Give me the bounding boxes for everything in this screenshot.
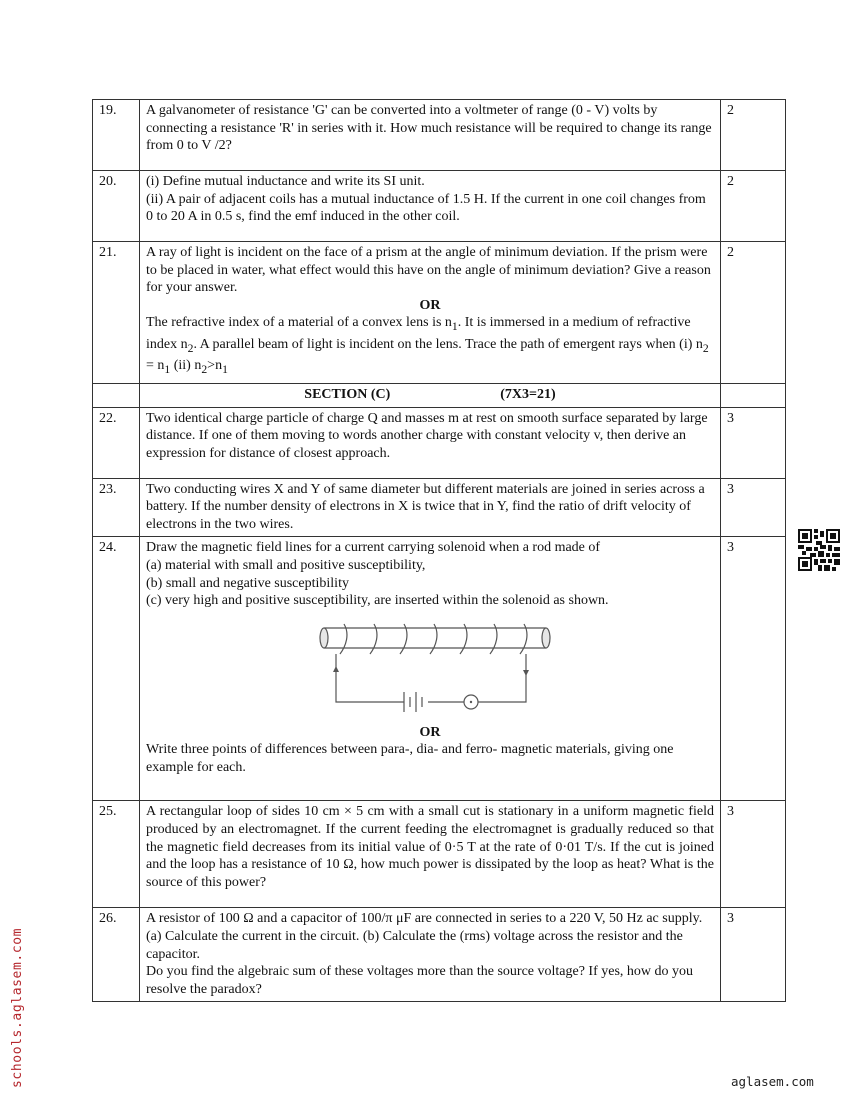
question-text: A ray of light is incident on the face of a prism at the angle of minimum deviation. If the prism were to be placed in water, what effect would this have on the angle of minimum deviation? Give a reason for your answer. OR The refractive index of a material of a convex lens is $n_1$. It is immersed in a medium of refractive index $n_2$. A parallel beam of light is incident on the lens. Trace the path of emergent rays when (i) $n_2 = n_1$ (ii) $n_2>n_1$ xyxy=(140,242,721,384)
question-marks: 2 xyxy=(721,242,786,384)
question-marks: 3 xyxy=(721,908,786,1002)
question-number: 22. xyxy=(93,407,140,478)
table-row xyxy=(93,537,786,801)
question-table xyxy=(92,99,786,1002)
alt-question: The refractive index of a material of a convex lens is $n_1$. It is immersed in a medium of refractive index $n_2$. A parallel beam of light is incident on the lens. Trace the path of emergent rays when (i) $n_2 = n_1$ (ii) $n_2>n_1$ xyxy=(146,315,709,376)
question-number: 21. xyxy=(93,242,140,384)
question-marks: 2 xyxy=(721,171,786,242)
question-marks: 3 xyxy=(721,407,786,478)
table-row xyxy=(93,242,786,384)
table-row xyxy=(93,171,786,242)
question-marks: 3 xyxy=(721,801,786,908)
question-text: A resistor of 100 Ω and a capacitor of 100/π μF are connected in series to a 220 V, 50 Hz ac supply. (a) Calculate the current in the circuit. (b) Calculate the (rms) voltage across the resistor and the capacitor. Do you find the algebraic sum of these voltages more than the source voltage? If yes, how do you resolve the paradox? xyxy=(140,908,721,1002)
section-header xyxy=(93,384,786,408)
question-number: 26. xyxy=(93,908,140,1002)
battery xyxy=(404,692,422,712)
footer-link[interactable]: aglasem.com xyxy=(731,1074,814,1089)
table-row xyxy=(93,908,786,1002)
qr-code xyxy=(798,529,840,571)
section-title: SECTION (C) xyxy=(304,387,391,402)
question-text: A galvanometer of resistance 'G' can be converted into a voltmeter of range (0 - V) volts by connecting a resistance 'R' in series with it. How much resistance will be required to change its range from 0 to V /2? xyxy=(140,100,721,171)
question-number: 20. xyxy=(93,171,140,242)
solenoid-circuit-figure xyxy=(316,616,556,716)
question-number: 23. xyxy=(93,478,140,537)
circuit-wire xyxy=(336,654,526,702)
question-marks: 3 xyxy=(721,537,786,801)
table-row xyxy=(93,801,786,908)
table-row xyxy=(93,100,786,171)
question-number: 24. xyxy=(93,537,140,801)
question-text: Draw the magnetic field lines for a current carrying solenoid when a rod made of (a) material with small and positive susceptibility, (b) small and negative susceptibility (c) very high and positive susceptibility, are inserted within the solenoid as shown. OR Write three points of differences between para-, dia- and ferro- magnetic materials, giving one example for each. xyxy=(140,537,721,801)
question-text: (i) Define mutual inductance and write its SI unit. (ii) A pair of adjacent coils has a mutual inductance of 1.5 H. If the current in one coil changes from 0 to 20 A in 0.5 s, find the emf induced in the other coil. xyxy=(140,171,721,242)
or-label: OR xyxy=(419,724,441,740)
question-text: Two identical charge particle of charge Q and masses m at rest on smooth surface separated by large distance. If one of them moving to words another charge with constant velocity v, then derive an expression for distance of closest approach. xyxy=(140,407,721,478)
side-watermark: schools.aglasem.com xyxy=(10,927,25,1088)
question-text: Two conducting wires X and Y of same diameter but different materials are joined in series across a battery. If the number density of electrons in X is twice that in Y, find the ratio of drift velocity of electrons in the two wires. xyxy=(140,478,721,537)
or-label: OR xyxy=(419,297,441,313)
table-row xyxy=(93,407,786,478)
table-row xyxy=(93,478,786,537)
question-number: 19. xyxy=(93,100,140,171)
question-number: 25. xyxy=(93,801,140,908)
section-marks: (7X3=21) xyxy=(500,387,556,402)
current-arrows xyxy=(333,666,529,676)
question-text: A rectangular loop of sides 10 cm × 5 cm with a small cut is stationary in a uniform magnetic field produced by an electromagnet. If the current feeding the electromagnet is gradually reduced so that the magnetic field decreases from its initial value of 0·5 T at the rate of 0·01 T/s. If the cut is joined and the loop has a resistance of 10 Ω, how much power is dissipated by the loop as heat? What is the source of this power? xyxy=(140,801,721,908)
question-marks: 3 xyxy=(721,478,786,537)
question-marks: 2 xyxy=(721,100,786,171)
